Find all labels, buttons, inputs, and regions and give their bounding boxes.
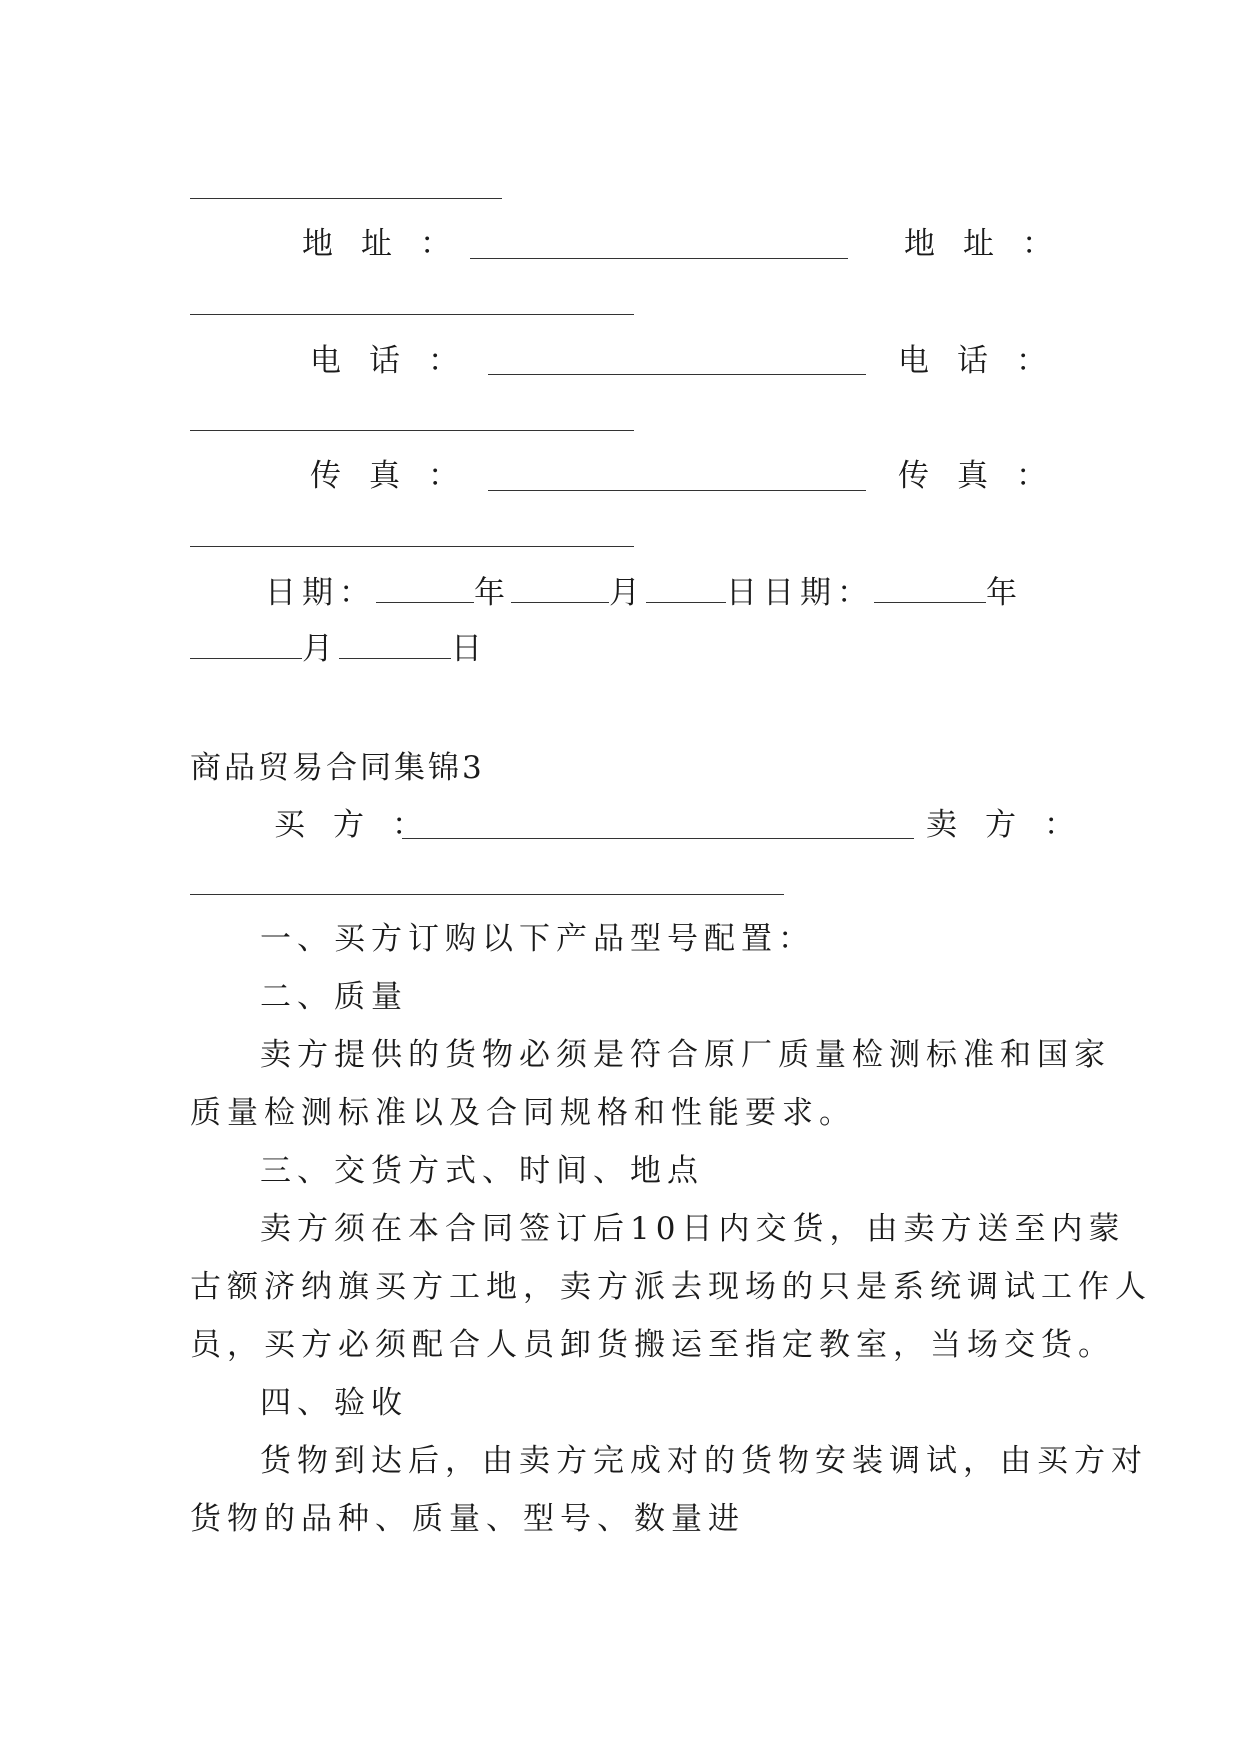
- paragraph-line: 质量检测标准以及合同规格和性能要求。: [190, 1095, 856, 1131]
- seller-fax-blank: [190, 546, 634, 547]
- seller-phone-label: 电话：: [898, 343, 1075, 379]
- month-label: 月: [302, 631, 339, 667]
- buyer-blank: [402, 838, 914, 839]
- day-blank: [339, 630, 451, 659]
- seller-date-label: 日期：: [763, 575, 874, 611]
- paragraph-line: 员，买方必须配合人员卸货搬运至指定教室，当场交货。: [190, 1327, 1115, 1363]
- buyer-date-label: 日期：: [265, 575, 376, 611]
- month-blank: [511, 574, 609, 603]
- seller-address-label: 地址：: [904, 226, 1081, 262]
- month-blank: [190, 630, 302, 659]
- section-title: 商品贸易合同集锦3: [190, 750, 485, 786]
- seller-label: 卖方：: [926, 807, 1103, 843]
- heading-delivery: 三、交货方式、时间、地点: [260, 1153, 704, 1189]
- heading-acceptance: 四、验收: [260, 1385, 408, 1421]
- paragraph-line: 货物到达后，由卖方完成对的货物安装调试，由买方对: [260, 1443, 1148, 1479]
- date-row-continued: [190, 629, 488, 669]
- day-label: 日: [451, 631, 488, 667]
- paragraph-line: 货物的品种、质量、型号、数量进: [190, 1501, 745, 1537]
- seller-phone-blank: [190, 430, 634, 431]
- year-blank: [376, 574, 474, 603]
- buyer-fax-blank: [488, 490, 866, 491]
- date-row: [265, 573, 1023, 613]
- seller-fax-label: 传真：: [898, 458, 1075, 494]
- buyer-fax-label: 传真：: [310, 458, 487, 494]
- year-blank: [874, 574, 986, 603]
- paragraph-line: 古额济纳旗买方工地，卖方派去现场的只是系统调试工作人: [190, 1269, 1152, 1305]
- heading-quality: 二、质量: [260, 979, 408, 1015]
- month-label: 月: [609, 575, 646, 611]
- buyer-phone-blank: [488, 374, 866, 375]
- seller-blank: [190, 894, 784, 895]
- year-label: 年: [986, 575, 1023, 611]
- seller-address-blank: [190, 314, 634, 315]
- day-blank: [646, 574, 726, 603]
- year-label: 年: [474, 575, 511, 611]
- buyer-address-label: 地址：: [302, 226, 479, 262]
- paragraph-line: 卖方须在本合同签订后10日内交货，由卖方送至内蒙: [260, 1211, 1126, 1247]
- blank-line: [190, 198, 502, 199]
- paragraph-line: 卖方提供的货物必须是符合原厂质量检测标准和国家: [260, 1037, 1111, 1073]
- buyer-label: 买方：: [274, 807, 451, 843]
- heading-order: 一、买方订购以下产品型号配置：: [260, 921, 815, 957]
- day-label: 日: [726, 575, 763, 611]
- buyer-address-blank: [470, 258, 848, 259]
- buyer-phone-label: 电话：: [310, 343, 487, 379]
